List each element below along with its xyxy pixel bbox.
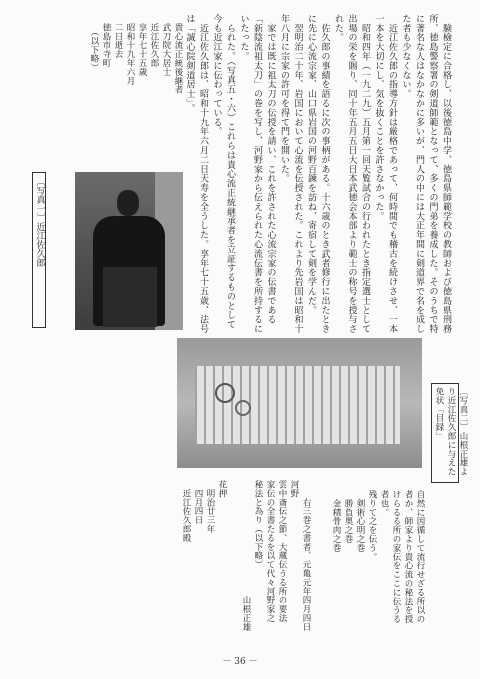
portrait-photo (75, 172, 183, 330)
document-transcription-right: 自然に因循して流行せざる所以の者か、師家より貴心流の秘法を授けらるる所の家伝をここに伝うる者也。 残りて之を伝う。 剣術心明之巻 勝負奥之巻 金積骨肉之巻 (331, 490, 425, 624)
body-text-lower-left: 貴心流正統後継者 武刀院大居士 近江佐久郎 享年七十五歳 昭和十九年六月 二日逝去 徳島市寺町 （以下略） (89, 22, 183, 95)
document-transcription-left: 右三巻之書者、元亀元年四月四日河野 雲中斎伝之節、大蔵伝うる所の要法 家伝の全書たるを以て代々河野家之 秘法と為り（以下略） 山根正雄 花押 明治廿三年 四月四日 近江佐久郎殿 (181, 480, 311, 632)
photo-caption-2: 〔写真二〕山根正雄より近江佐久郎に与えた免状「目録」 (434, 387, 468, 476)
document-photo (177, 338, 422, 468)
page-number: － 36 － (222, 657, 258, 667)
photo-caption-2-box (431, 383, 468, 483)
body-text-upper: 験檢定に合格し、以後徳島中学、徳島県師範学校の教師および徳島県刑務所、徳島警察署の剣道師範となって、多くの門弟を養成した。そのうちで特に著名な人はなかなかに多いが、門人の中には大正年間に剣道界で名を成した者も少なくない。 近江佐久郎の指導方針は厳格であって、何時間でも稽古を続けさせ、一本一本を大切にし、気を抜くことを許さなかった。 昭和四年（一九二九）五月第一回天覧試合の行われたとき指定選士として出場の栄を賜り、同十年五月五日大日本武徳会本部より範士の称号を授与された。 佐久郎の事績を語るに次の事柄がある。十六歳のとき武者修行に出たときに先に心流宗家、山口県岩国の河野百錬を訪ね、寄宿して剣を学んだ。 翌明治二十年、岩国において心流を伝授された。これより先岩国は昭和十年八月に宗家の許可を得て門を開いた。 家では既に祖太刀の伝授を請い、これを許された心流宗家の伝書である「新陰流祖太刀」の巻を写し、河野家から伝えられた心流伝書を所持するにいたった。 られた。（写真五・六）これらは貴心流正統継承者を立証するものとして今も近江家に伝わっている。 近江佐久郎は、昭和十九年六月二日天寿を全うした。享年七十五歳、法号は「誠心院剣道居士」。 (184, 14, 451, 334)
photo-caption-1: 〔写真一〕近江佐久郎 (32, 172, 46, 328)
